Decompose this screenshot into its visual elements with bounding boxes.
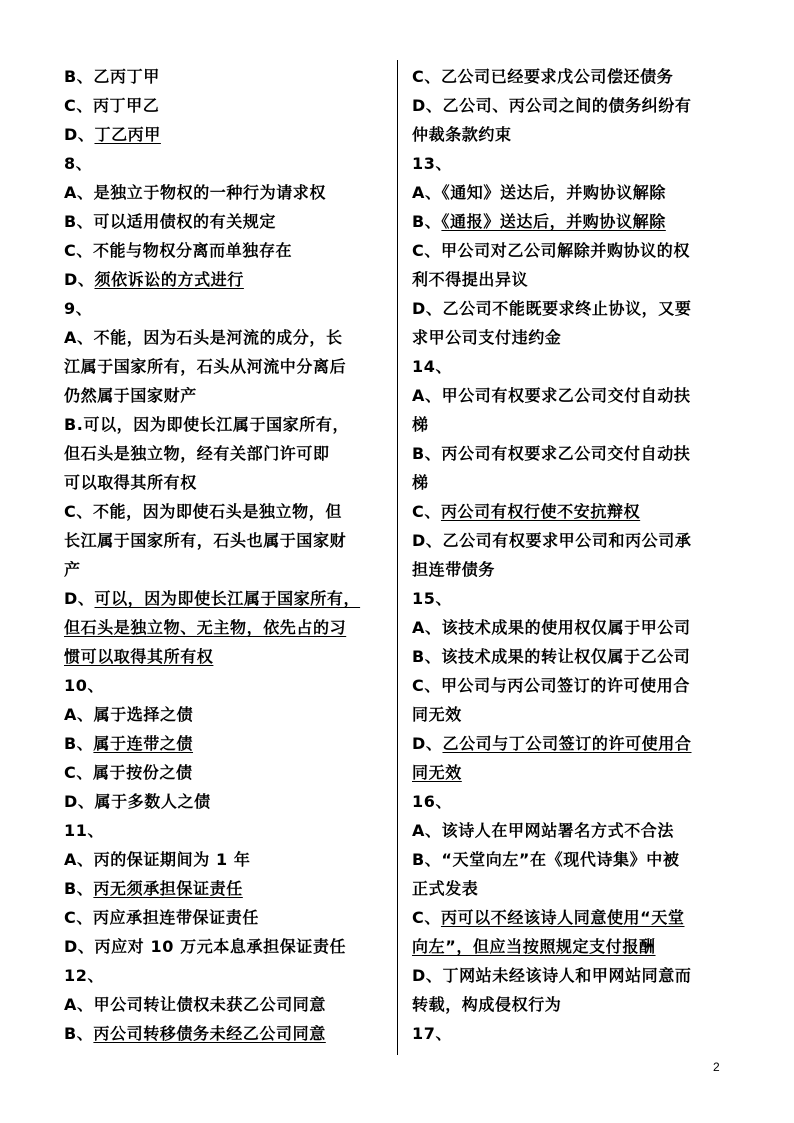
- line-text: 甲公司转让债权未获乙公司同意: [93, 995, 326, 1014]
- text-line: [412, 932, 724, 961]
- line-text: 13、: [412, 154, 453, 173]
- option-letter: A、: [412, 821, 442, 840]
- text-line: [412, 758, 724, 787]
- page-number: 2: [713, 1060, 720, 1074]
- line-text: 惯可以取得其所有权: [64, 647, 214, 666]
- text-line: [412, 584, 724, 613]
- option-letter: D、: [64, 792, 95, 811]
- text-line: [64, 584, 389, 613]
- line-text: 丙可以不经该诗人同意使用“天堂: [440, 908, 685, 927]
- text-line: [412, 729, 724, 758]
- line-text: 11、: [64, 821, 105, 840]
- text-line: [412, 323, 724, 352]
- text-line: [412, 468, 724, 497]
- line-text: 仲裁条款约束: [412, 125, 512, 144]
- text-line: [412, 120, 724, 149]
- option-letter: D、: [64, 125, 95, 144]
- option-letter: C、: [412, 502, 441, 521]
- text-line: [412, 207, 724, 236]
- line-text: 乙公司与丁公司签订的许可使用合: [442, 734, 692, 753]
- text-line: [64, 468, 389, 497]
- option-letter: C、: [64, 241, 93, 260]
- option-letter: B、: [64, 879, 94, 898]
- text-line: [64, 294, 389, 323]
- option-letter: C、: [412, 676, 441, 695]
- line-text: 8、: [64, 154, 93, 173]
- line-text: 乙公司、丙公司之间的债务纠纷有: [442, 96, 692, 115]
- text-line: [412, 613, 724, 642]
- line-text: 丁网站未经该诗人和甲网站同意而: [442, 966, 692, 985]
- line-text: 16、: [412, 792, 453, 811]
- text-line: [64, 961, 389, 990]
- option-letter: D、: [412, 96, 443, 115]
- text-line: [412, 990, 724, 1019]
- option-letter: D、: [412, 299, 443, 318]
- text-line: [64, 526, 389, 555]
- text-line: [412, 236, 724, 265]
- line-text: “天堂向左”在《现代诗集》中被: [441, 850, 680, 869]
- line-text: 甲公司与丙公司签订的许可使用合: [440, 676, 690, 695]
- line-text: 该技术成果的使用权仅属于甲公司: [441, 618, 691, 637]
- line-text: 转载，构成侵权行为: [412, 995, 562, 1014]
- option-letter: B、: [64, 67, 94, 86]
- option-letter: A、: [64, 850, 94, 869]
- text-line: [64, 729, 389, 758]
- text-line: [64, 207, 389, 236]
- line-text: 乙丙丁甲: [93, 67, 160, 86]
- text-line: [412, 903, 724, 932]
- line-text: 丁乙丙甲: [94, 125, 161, 144]
- option-letter: D、: [412, 531, 443, 550]
- option-letter: C、: [64, 96, 93, 115]
- option-letter: B、: [64, 212, 94, 231]
- text-line: [412, 178, 724, 207]
- text-line: [64, 700, 389, 729]
- text-line: [412, 1019, 724, 1048]
- line-text: 甲公司对乙公司解除并购协议的权: [440, 241, 690, 260]
- option-letter: B、: [64, 1024, 94, 1043]
- line-text: 属于连带之债: [93, 734, 194, 753]
- option-letter: B、: [412, 444, 442, 463]
- line-text: 是独立于物权的一种行为请求权: [93, 183, 326, 202]
- text-line: [412, 845, 724, 874]
- text-line: [412, 149, 724, 178]
- line-text: 丙公司有权要求乙公司交付自动扶: [441, 444, 691, 463]
- line-text: 12、: [64, 966, 105, 985]
- line-text: 15、: [412, 589, 453, 608]
- text-line: [64, 323, 389, 352]
- text-line: [412, 352, 724, 381]
- text-line: [64, 178, 389, 207]
- line-text: 属于选择之债: [93, 705, 194, 724]
- text-line: [64, 787, 389, 816]
- text-line: [412, 555, 724, 584]
- text-line: [412, 642, 724, 671]
- column-divider: [397, 60, 398, 1055]
- line-text: B.可以，因为即使长江属于国家所有，: [64, 415, 350, 434]
- option-letter: D、: [412, 734, 443, 753]
- text-line: [412, 497, 724, 526]
- line-text: 梯: [412, 473, 429, 492]
- text-line: [64, 932, 389, 961]
- line-text: 仍然属于国家财产: [64, 386, 197, 405]
- text-line: [64, 816, 389, 845]
- text-line: [412, 816, 724, 845]
- option-letter: A、: [412, 618, 442, 637]
- line-text: 江属于国家所有，石头从河流中分离后: [64, 357, 347, 376]
- text-line: [412, 874, 724, 903]
- line-text: 向左”，但应当按照规定支付报酬: [412, 937, 656, 956]
- line-text: 属于按份之债: [92, 763, 193, 782]
- text-line: [412, 526, 724, 555]
- option-letter: A、: [412, 183, 442, 202]
- text-line: [64, 613, 389, 642]
- option-letter: C、: [64, 763, 93, 782]
- text-line: [64, 439, 389, 468]
- line-text: 《通知》送达后，并购协议解除: [441, 183, 666, 202]
- option-letter: B、: [64, 734, 94, 753]
- line-text: 同无效: [412, 763, 462, 782]
- text-line: [64, 149, 389, 178]
- text-line: [64, 352, 389, 381]
- option-letter: D、: [64, 937, 95, 956]
- line-text: 求甲公司支付违约金: [412, 328, 562, 347]
- text-line: [64, 555, 389, 584]
- text-line: [64, 1019, 389, 1048]
- option-letter: B、: [412, 850, 442, 869]
- option-letter: C、: [412, 241, 441, 260]
- option-letter: A、: [64, 705, 94, 724]
- line-text: A、不能，因为石头是河流的成分，长: [64, 328, 343, 347]
- text-line: [64, 497, 389, 526]
- text-line: [412, 62, 724, 91]
- text-line: [64, 62, 389, 91]
- line-text: 该技术成果的转让权仅属于乙公司: [441, 647, 691, 666]
- line-text: 长江属于国家所有，石头也属于国家财: [64, 531, 347, 550]
- text-line: [64, 903, 389, 932]
- text-line: [64, 845, 389, 874]
- line-text: C、不能，因为即使石头是独立物，但: [64, 502, 342, 521]
- line-text: 丙应对 10 万元本息承担保证责任: [94, 937, 347, 956]
- option-letter: A、: [64, 183, 94, 202]
- text-line: [64, 236, 389, 265]
- text-line: [412, 961, 724, 990]
- text-line: [64, 758, 389, 787]
- option-letter: A、: [64, 995, 94, 1014]
- right-column: [412, 62, 724, 1048]
- line-text: 9、: [64, 299, 93, 318]
- line-text: 丙公司转移债务未经乙公司同意: [93, 1024, 326, 1043]
- text-line: [64, 990, 389, 1019]
- text-line: [64, 91, 389, 120]
- line-text: 正式发表: [412, 879, 479, 898]
- line-text: 但石头是独立物、无主物，依先占的习: [64, 618, 347, 637]
- option-letter: D、: [412, 966, 443, 985]
- option-letter: B、: [412, 647, 442, 666]
- line-text: 乙公司不能既要求终止协议，又要: [442, 299, 692, 318]
- line-text: 担连带债务: [412, 560, 496, 579]
- text-line: [412, 700, 724, 729]
- line-text: 可以，因为即使长江属于国家所有，: [94, 589, 361, 608]
- line-text: 但石头是独立物，经有关部门许可即: [64, 444, 330, 463]
- line-text: 丙公司有权行使不安抗辩权: [440, 502, 641, 521]
- option-letter: C、: [412, 908, 441, 927]
- option-letter: A、: [412, 386, 442, 405]
- line-text: 乙公司已经要求戊公司偿还债务: [440, 67, 674, 86]
- text-line: [64, 120, 389, 149]
- line-text: 14、: [412, 357, 453, 376]
- option-letter: B、: [412, 212, 442, 231]
- line-text: 须依诉讼的方式进行: [94, 270, 244, 289]
- text-line: [64, 410, 389, 439]
- line-text: 梯: [412, 415, 429, 434]
- text-line: [64, 381, 389, 410]
- text-line: [412, 265, 724, 294]
- line-text: 丙无须承担保证责任: [93, 879, 243, 898]
- text-line: [412, 381, 724, 410]
- option-letter: D、: [64, 589, 95, 608]
- option-letter: D、: [64, 270, 95, 289]
- line-text: 不能与物权分离而单独存在: [92, 241, 293, 260]
- text-line: [64, 265, 389, 294]
- text-line: [412, 410, 724, 439]
- text-line: [412, 294, 724, 323]
- option-letter: C、: [64, 908, 93, 927]
- text-line: [412, 671, 724, 700]
- line-text: 可以适用债权的有关规定: [93, 212, 277, 231]
- line-text: 该诗人在甲网站署名方式不合法: [441, 821, 674, 840]
- line-text: 利不得提出异议: [412, 270, 529, 289]
- text-line: [64, 642, 389, 671]
- line-text: 《通报》送达后，并购协议解除: [441, 212, 666, 231]
- line-text: 可以取得其所有权: [64, 473, 197, 492]
- left-column: [64, 62, 389, 1048]
- text-line: [412, 787, 724, 816]
- line-text: 甲公司有权要求乙公司交付自动扶: [441, 386, 691, 405]
- line-text: 乙公司有权要求甲公司和丙公司承: [442, 531, 692, 550]
- text-line: [64, 671, 389, 700]
- line-text: 丙的保证期间为 1 年: [93, 850, 251, 869]
- option-letter: C、: [412, 67, 441, 86]
- line-text: 丙丁甲乙: [92, 96, 160, 115]
- line-text: 属于多数人之债: [94, 792, 211, 811]
- line-text: 产: [64, 560, 81, 579]
- text-line: [412, 91, 724, 120]
- line-text: 丙应承担连带保证责任: [92, 908, 259, 927]
- line-text: 17、: [412, 1024, 453, 1043]
- text-line: [412, 439, 724, 468]
- line-text: 同无效: [412, 705, 462, 724]
- text-line: [64, 874, 389, 903]
- line-text: 10、: [64, 676, 105, 695]
